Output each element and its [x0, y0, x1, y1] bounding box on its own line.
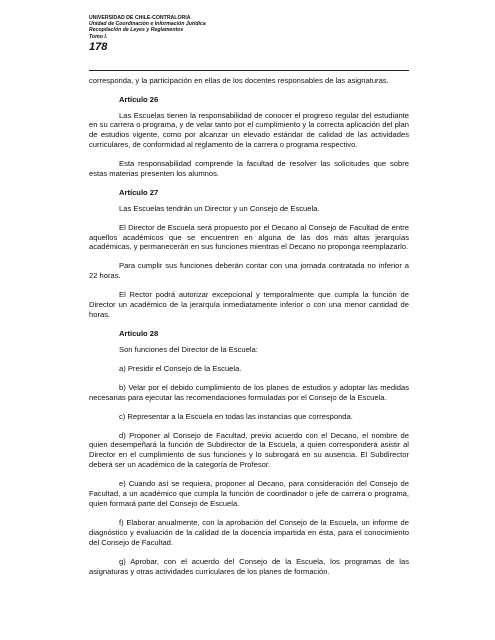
paragraph: Esta responsabilidad comprende la facultad de resolver las solicitudes que sobre estas materias presenten los alumnos. [89, 159, 409, 179]
header-institution: UNIVERSIDAD DE CHILE-CONTRALORIA [89, 15, 191, 21]
paragraph: El Rector podrá autorizar excepcional y temporalmente que cumpla la función de Director un académico de la jerarquía inmediatamente inferior o con una menor cantidad de horas. [89, 290, 409, 320]
page-number: 178 [89, 40, 108, 53]
list-item: b) Velar por el debido cumplimiento de los planes de estudios y adoptar las medidas necesarias para ejecutar las recomendaciones formuladas por el Consejo de la Escuela. [89, 382, 409, 402]
header-collection: Recopilación de Leyes y Reglamentos [89, 27, 184, 34]
document-body [89, 76, 409, 586]
paragraph: Para cumplir sus funciones deberán contar con una jornada contratada no inferior a 22 horas. [89, 261, 409, 281]
paragraph: Las Escuelas tendrán un Director y un Consejo de Escuela. [119, 203, 320, 213]
header-unit: Unidad de Coordinación e Información Jurídica [89, 21, 206, 28]
page-header [89, 15, 409, 53]
paragraph: corresponda, y la participación en ellas de los docentes responsables de las asignaturas. [89, 76, 389, 85]
header-divider [89, 70, 409, 71]
paragraph: Son funciones del Director de la Escuela: [119, 344, 258, 354]
list-item: a) Presidir el Consejo de la Escuela. [119, 363, 242, 373]
list-item: d) Proponer al Consejo de Facultad, previo acuerdo con el Decano, el nombre de quien desempeñará la función de Subdirector de la Escuela, a quien corresponderá asistir al Director en el cumplimiento de sus funciones y lo subrogará en su ausencia. El Subdirector deberá ser un académico de la categoría de Profesor. [89, 430, 409, 470]
article-heading: Artículo 28 [119, 329, 159, 339]
paragraph: Las Escuelas tienen la responsabilidad de conocer el progreso regular del estudiante en su carrera o programa, y de velar tanto por el cumplimiento y la correcta aplicación del plan de estudios vigente, como por alcanzar un elevado estándar de calidad de las actividades curriculares, de conformidad al reglamento de la carrera o programa respectivo. [89, 110, 409, 150]
header-volume: Tomo I. [89, 33, 108, 40]
paragraph: El Director de Escuela será propuesto por el Decano al Consejo de Facultad de entre aquellos académicos que se encuentren en alguna de las dos más altas jerarquías académicas, y permanecerán en sus funciones mientras el Decano no proponga reemplazarlo. [89, 222, 409, 252]
list-item: g) Aprobar, con el acuerdo del Consejo de la Escuela, los programas de las asignaturas y otras actividades curriculares de los planes de formación. [89, 556, 409, 576]
article-heading: Artículo 26 [119, 95, 159, 104]
list-item: f) Elaborar anualmente, con la aprobación del Consejo de la Escuela, un informe de diagnóstico y evaluación de la calidad de la docencia impartida en ésta, para el conocimiento del Consejo de Facultad. [89, 518, 409, 547]
article-heading: Artículo 27 [119, 188, 159, 198]
list-item: c) Representar a la Escuela en todas las instancias que corresponda. [119, 411, 353, 421]
list-item: e) Cuando así se requiera, proponer al Decano, para consideración del Consejo de Facultad, a un académico que cumpla la función de coordinador o jefe de carrera o programa, quien formará parte del Consejo de Escuela. [89, 479, 409, 509]
